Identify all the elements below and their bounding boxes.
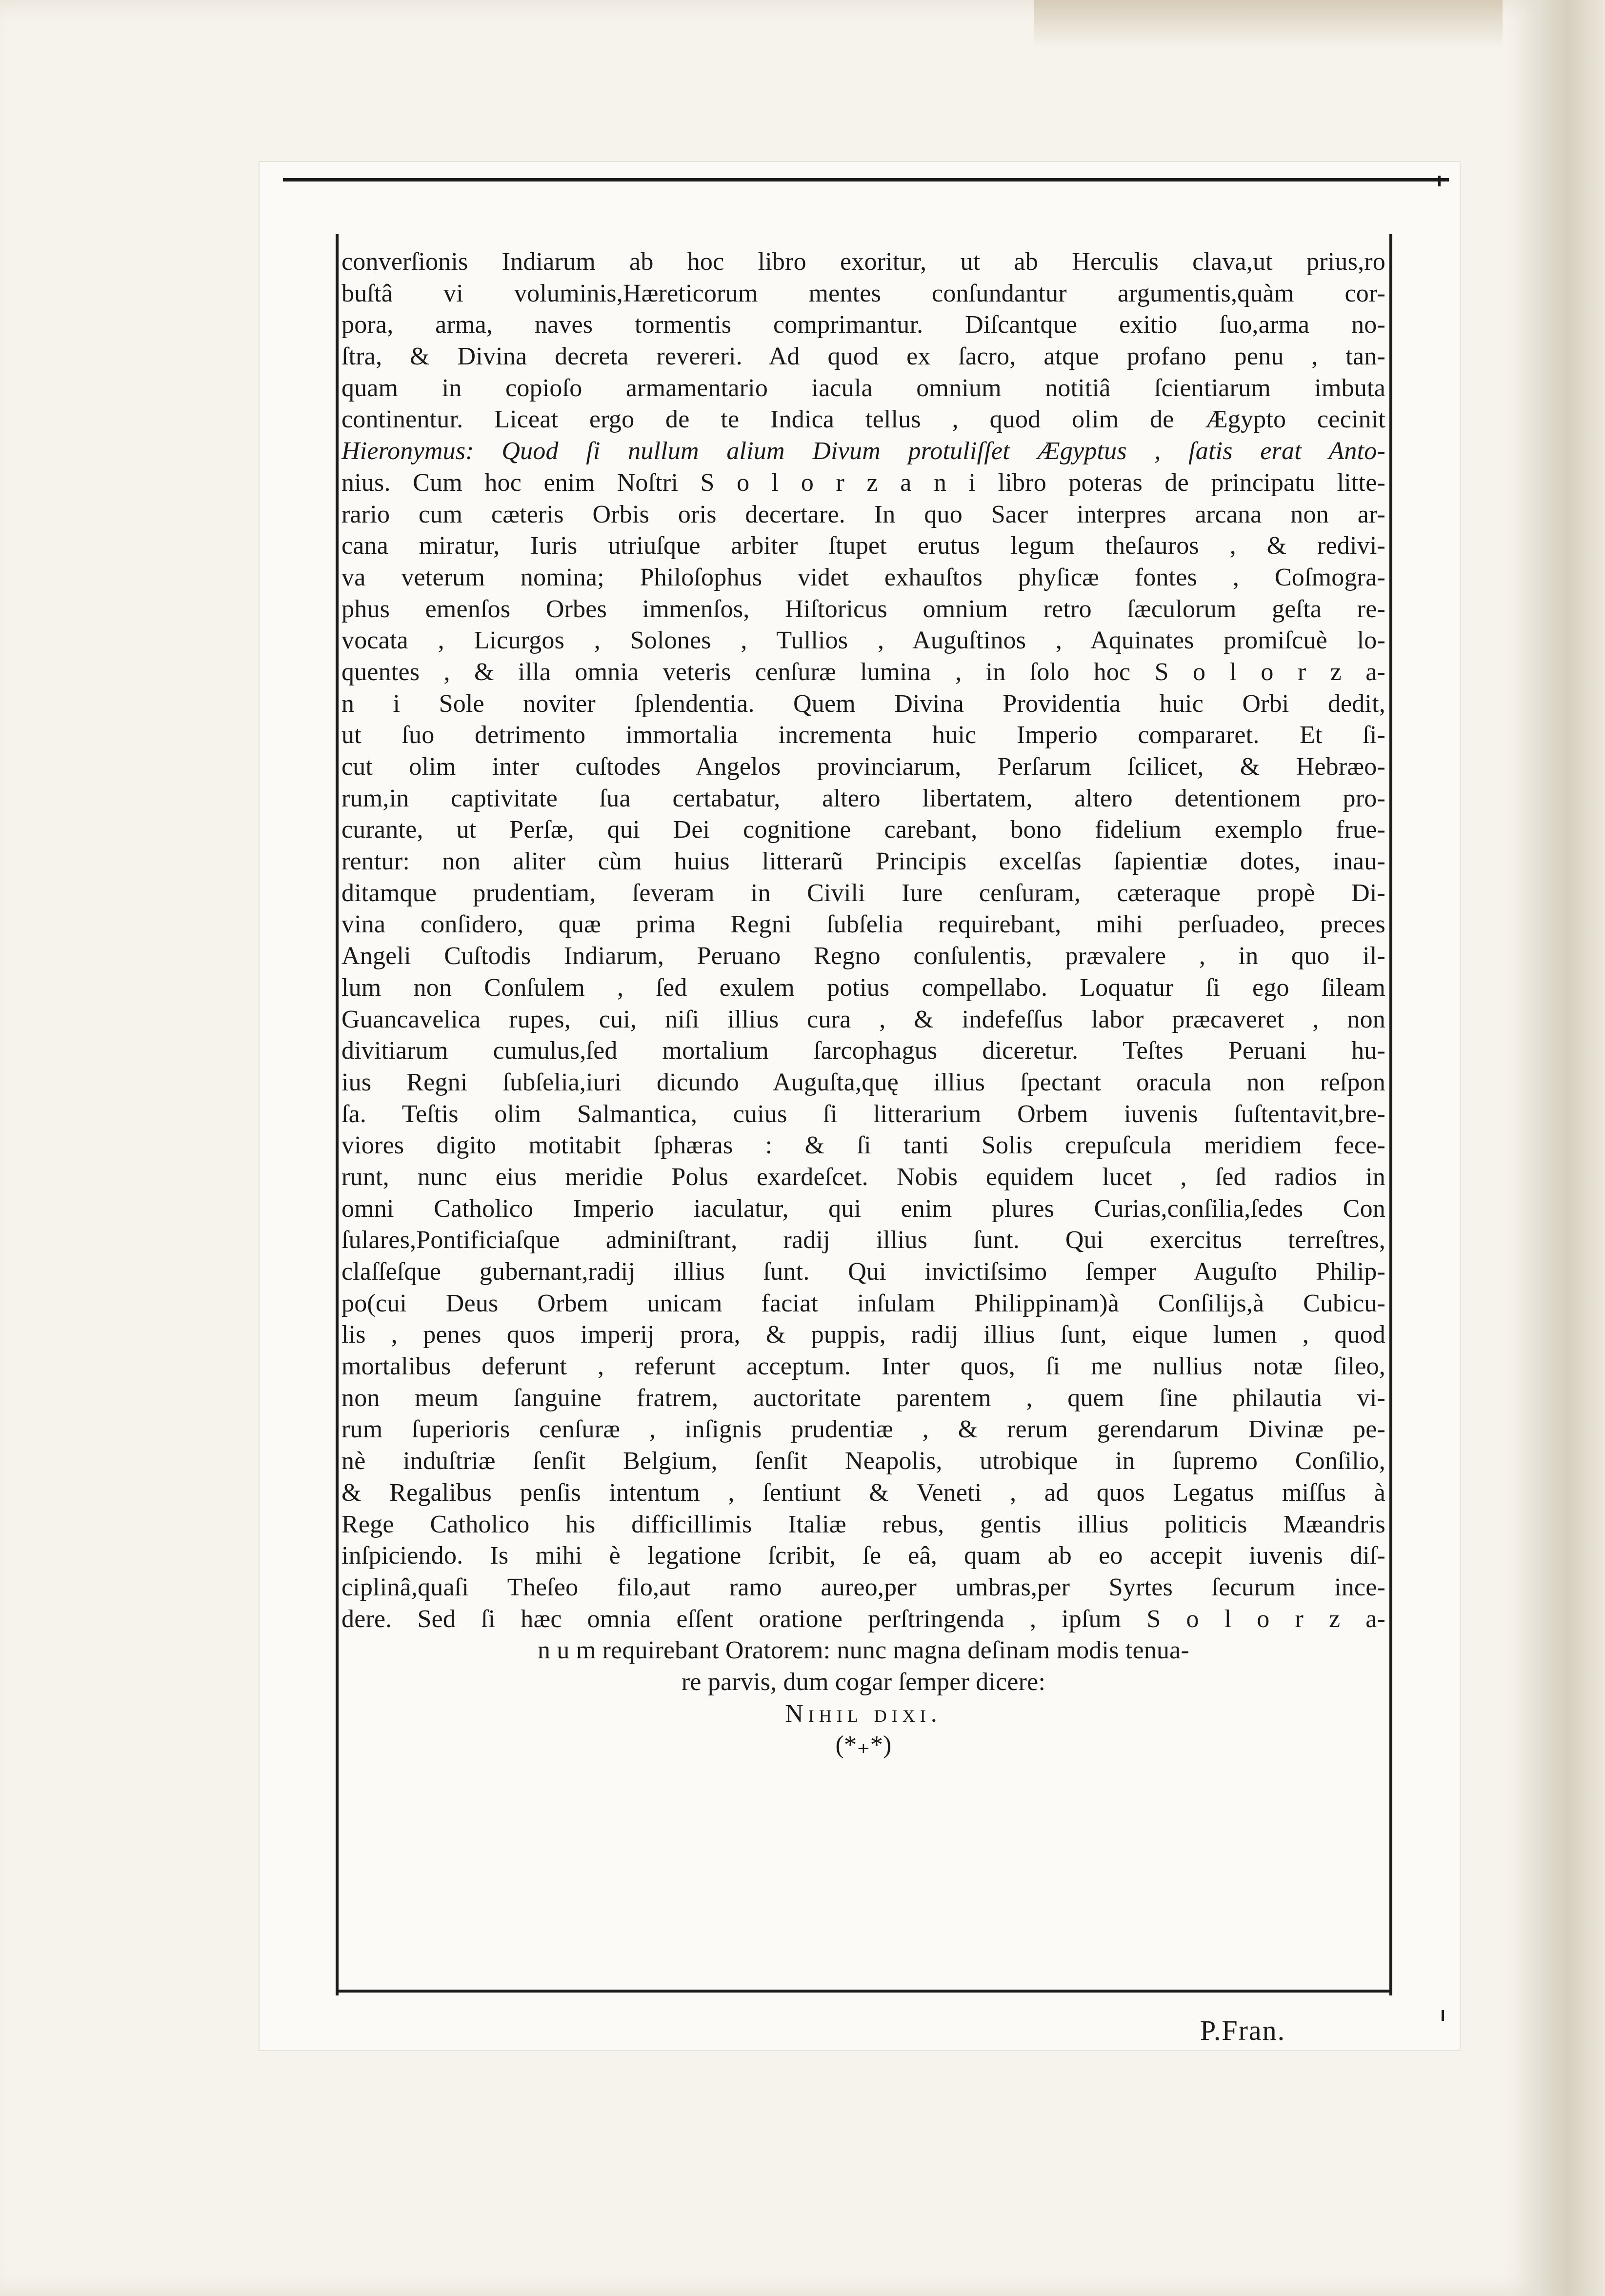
text-line: inſpiciendo. Is mihi è legatione ſcribit, ſe eâ, quam ab eo accepit iuvenis diſ- [341, 1542, 1385, 1570]
text-line: buſtâ vi voluminis,Hæreticorum mentes conſundantur argumentis,quàm cor- [341, 279, 1385, 307]
text-line: dere. Sed ſi hæc omnia eſſent oratione perſtringenda , ipſum S o l o r z a- [341, 1605, 1385, 1633]
text-line: va veterum nomina; Philoſophus videt exhauſtos phyſicæ fontes , Coſmogra- [341, 563, 1385, 591]
text-line: rum,in captivitate ſua certabatur, altero libertatem, altero detentionem pro- [341, 784, 1385, 812]
paper-stain [1034, 0, 1503, 49]
body-text [341, 246, 1385, 1761]
text-line: n i Sole noviter ſplendentia. Quem Divina Providentia huic Orbi dedit, [341, 689, 1385, 718]
text-line: omni Catholico Imperio iaculatur, qui enim plures Curias,conſilia,ſedes Con [341, 1194, 1385, 1223]
text-line: non meum ſanguine fratrem, auctoritate parentem , quem ſine philautia vi- [341, 1384, 1385, 1412]
paper-edge [1542, 0, 1605, 2296]
text-line: Rege Catholico his difficillimis Italiæ rebus, gentis illius politicis Mæandris [341, 1510, 1385, 1538]
text-line: ius Regni ſubſelia,iuri dicundo Auguſta,quę illius ſpectant oracula non reſpon [341, 1068, 1385, 1096]
text-line: lis , penes quos imperij prora, & puppis, radij illius ſunt, eique lumen , quod [341, 1321, 1385, 1349]
text-line: curante, ut Perſæ, qui Dei cognitione carebant, bono fidelium exemplo frue- [341, 816, 1385, 844]
text-line: pora, arma, naves tormentis comprimantur. Diſcantque exitio ſuo,arma no- [341, 311, 1385, 339]
text-line: ſulares,Pontificiaſque adminiſtrant, radij illius ſunt. Qui exercitus terreſtres, [341, 1226, 1385, 1254]
frame-rule-left [336, 234, 339, 1995]
text-line: Guancavelica rupes, cui, niſi illius cura , & indefeſſus labor præcaveret , non [341, 1005, 1385, 1033]
text-line: Angeli Cuſtodis Indiarum, Peruano Regno conſulentis, prævalere , in quo il- [341, 942, 1385, 970]
text-line: vocata , Licurgos , Solones , Tullios , Auguſtinos , Aquinates promiſcuè lo- [341, 626, 1385, 655]
text-line: ditamque prudentiam, ſeveram in Civili Iure cenſuram, cæteraque propè Di- [341, 879, 1385, 907]
signature-mark: (*₊*) [835, 1731, 892, 1759]
text-line: divitiarum cumulus,ſed mortalium ſarcophagus diceretur. Teſtes Peruani hu- [341, 1037, 1385, 1065]
signature-line: Nihil dixi. [785, 1699, 942, 1728]
text-line: cana miratur, Iuris utriuſque arbiter ſtupet erutus legum theſauros , & redivi- [341, 532, 1385, 560]
text-line: continentur. Liceat ergo de te Indica tellus , quod olim de Ægypto cecinit [341, 405, 1385, 434]
catchword: P.Fran. [1200, 2014, 1286, 2046]
text-line: viores digito motitabit ſphæras : & ſi tanti Solis crepuſcula meridiem fece- [341, 1131, 1385, 1160]
frame-rule-bottom [337, 1990, 1391, 1993]
text-line: phus emenſos Orbes immenſos, Hiſtoricus omnium retro ſæculorum geſta re- [341, 595, 1385, 623]
text-line: & Regalibus penſis intentum , ſentiunt & Veneti , ad quos Legatus miſſus à [341, 1478, 1385, 1507]
text-line: quentes , & illa omnia veteris cenſuræ lumina , in ſolo hoc S o l o r z a- [341, 658, 1385, 686]
frame-rule-top [283, 178, 1449, 181]
frame-tick [1438, 176, 1441, 186]
text-line: ut ſuo detrimento immortalia incrementa huic Imperio compararet. Et ſi- [341, 721, 1385, 749]
text-line: vina conſidero, quæ prima Regni ſubſelia requirebant, mihi perſuadeo, preces [341, 910, 1385, 939]
text-line: lum non Conſulem , ſed exulem potius compellabo. Loquatur ſi ego ſileam [341, 973, 1385, 1002]
text-line: rum ſuperioris cenſuræ , inſignis prudentiæ , & rerum gerendarum Divinæ pe- [341, 1415, 1385, 1444]
text-line: ſa. Teſtis olim Salmantica, cuius ſi litterarium Orbem iuvenis ſuſtentavit,bre- [341, 1100, 1385, 1128]
text-line: Hieronymus: Quod ſi nullum alium Divum protuliſſet Ægyptus , ſatis erat Anto- [341, 437, 1385, 465]
text-line: rentur: non aliter cùm huius litterarũ Principis excelſas ſapientiæ dotes, inau- [341, 847, 1385, 876]
text-line: claſſeſque gubernant,radij illius ſunt. Qui invictiſsimo ſemper Auguſto Philip- [341, 1258, 1385, 1286]
text-line: nè induſtriæ ſenſit Belgium, ſenſit Neapolis, utrobique in ſupremo Conſilio, [341, 1447, 1385, 1475]
text-line: nius. Cum hoc enim Noſtri S o l o r z a n i libro poteras de principatu litte- [341, 468, 1385, 497]
closing-line: n u m requirebant Oratorem: nunc magna deſinam modis tenua- [538, 1636, 1189, 1665]
closing-line: re parvis, dum cogar ſemper dicere: [681, 1668, 1046, 1696]
text-line: ciplinâ,quaſi Theſeo filo,aut ramo aureo,per umbras,per Syrtes ſecurum ince- [341, 1573, 1385, 1601]
text-line: quam in copioſo armamentario iacula omnium notitiâ ſcientiarum imbuta [341, 374, 1385, 402]
frame-tick [1442, 2010, 1444, 2021]
text-line: runt, nunc eius meridie Polus exardeſcet. Nobis equidem lucet , ſed radios in [341, 1163, 1385, 1191]
text-line: mortalibus deferunt , referunt acceptum. Inter quos, ſi me nullius notæ ſileo, [341, 1352, 1385, 1381]
frame-rule-right [1389, 234, 1392, 1995]
text-line: converſionis Indiarum ab hoc libro exoritur, ut ab Herculis clava,ut prius,ro [341, 248, 1385, 276]
text-line: rario cum cæteris Orbis oris decertare. In quo Sacer interpres arcana non ar- [341, 500, 1385, 528]
text-line: po(cui Deus Orbem unicam faciat inſulam Philippinam)à Conſilijs,à Cubicu- [341, 1289, 1385, 1317]
text-line: ſtra, & Divina decreta revereri. Ad quod ex ſacro, atque profano penu , tan- [341, 342, 1385, 371]
text-line: cut olim inter cuſtodes Angelos provinciarum, Perſarum ſcilicet, & Hebræo- [341, 753, 1385, 781]
